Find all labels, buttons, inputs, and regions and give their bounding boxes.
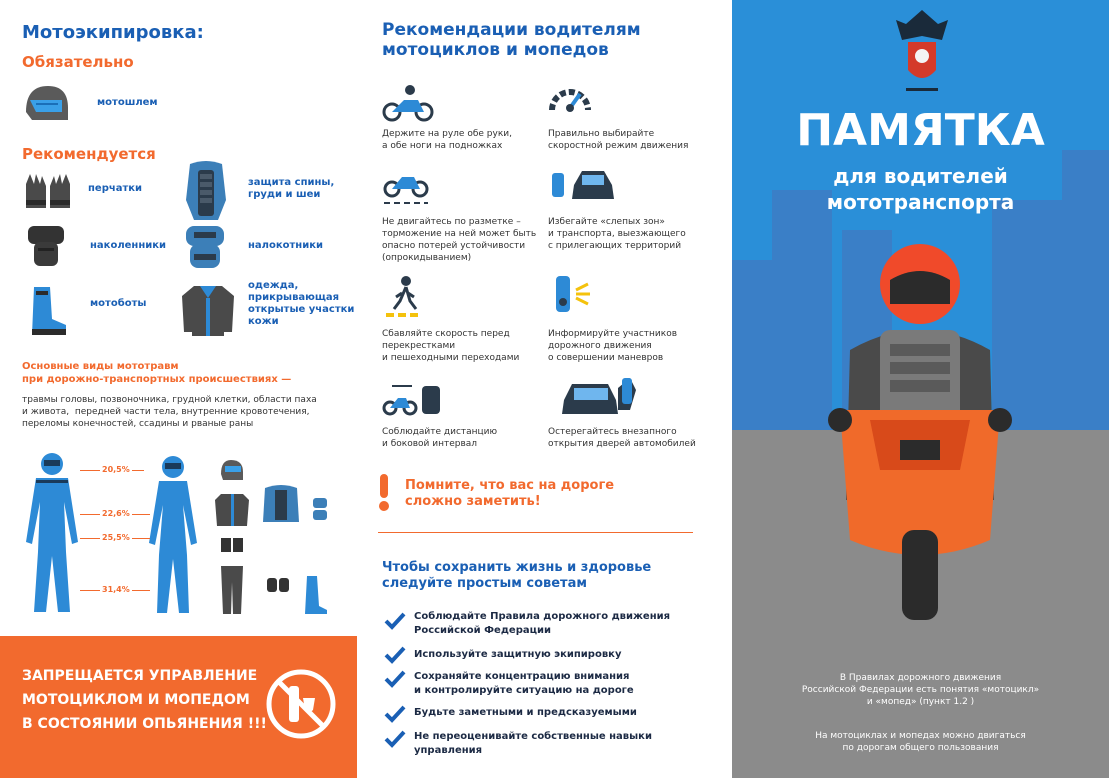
tip-2: Используйте защитную экипировку (414, 649, 622, 660)
check-icon (384, 730, 406, 748)
pedestrian-crossing-icon (382, 275, 426, 319)
male-rider-figure (22, 452, 82, 620)
cover-note-2: На мотоциклах и мопедах можно двигаться по дорогам общего пользования (815, 731, 1026, 753)
cover-subtitle: для водителей мототранспорта (826, 164, 1015, 214)
boots-label: мотоботы (90, 298, 147, 309)
check-icon (384, 646, 406, 664)
rec-speed: Правильно выбирайте скоростной режим движения (548, 129, 689, 151)
warning-text: Помните, что вас на дороге сложно заметить! (405, 478, 615, 509)
rec-hands: Держите на руле обе руки, а обе ноги на подножках (382, 129, 512, 151)
recommendations-title: Рекомендации водителям мотоциклов и мопедов (382, 20, 641, 60)
rec-crossings: Сбавляйте скорость перед перекрестками и пешеходными переходами (382, 329, 520, 363)
rider-marking-icon (382, 165, 430, 207)
gloves-label: перчатки (88, 183, 143, 194)
divider (378, 532, 693, 533)
elbow-pads-label: налокотники (248, 240, 324, 251)
cover-title: ПАМЯТКА (796, 105, 1045, 156)
check-icon (384, 705, 406, 723)
percent-legs: 31,4% (102, 585, 130, 594)
ban-text: ЗАПРЕЩАЕТСЯ УПРАВЛЕНИЕ МОТОЦИКЛОМ И МОПЕДОМ В СОСТОЯНИИ ОПЬЯНЕНИЯ !!! (22, 668, 267, 732)
rec-marking: Не двигайтесь по разметке – торможение на ней может быть опасно потерей устойчивости (опрокидыванием) (382, 217, 537, 263)
percent-arms: 25,5% (102, 533, 130, 542)
recommended-heading: Рекомендуется (22, 145, 156, 163)
signal-icon (548, 272, 592, 316)
female-rider-figure (145, 455, 201, 620)
check-icon (384, 670, 406, 688)
jacket-icon (180, 282, 236, 338)
knee-pads-icon (22, 222, 70, 270)
required-heading: Обязательно (22, 53, 134, 71)
cover-panel (732, 0, 1109, 778)
back-protector-label: защита спины, груди и шеи (248, 177, 335, 200)
boots-icon (24, 285, 70, 337)
back-protector-icon (180, 160, 232, 222)
no-alcohol-icon (265, 668, 337, 740)
tip-4: Будьте заметными и предсказуемыми (414, 707, 637, 718)
rec-signals: Информируйте участников дорожного движения о совершении маневров (548, 329, 678, 363)
blind-spot-icon (548, 165, 618, 205)
percent-torso: 22,6% (102, 509, 130, 518)
gloves-icon (22, 170, 74, 210)
motorcyclist-illustration (810, 240, 1030, 620)
injuries-text: травмы головы, позвоночника, грудной клетки, области паха и живота, передней части тела, внутренние кровотечения, переломы конечностей, ссадины и рваные раны (22, 395, 317, 429)
injuries-heading-2: при дорожно-транспортных происшествиях — (22, 374, 292, 385)
drunk-driving-ban-box (0, 636, 357, 778)
exclamation-icon (378, 474, 390, 512)
elbow-pads-icon (180, 222, 230, 272)
clothing-label: одежда, прикрывающая открытые участки кожи (248, 280, 355, 327)
police-emblem (892, 6, 952, 96)
gear-title: Мотоэкипировка: (22, 22, 204, 43)
tip-5: Не переоценивайте собственные навыки управления (414, 731, 652, 756)
tip-1: Соблюдайте Правила дорожного движения Российской Федерации (414, 611, 671, 636)
percent-head: 20,5% (102, 465, 130, 474)
distance-icon (382, 380, 442, 416)
rec-distance: Соблюдайте дистанцию и боковой интервал (382, 427, 498, 449)
cover-note-1: В Правилах дорожного движения Российской Федерации есть понятия «мотоцикл» и «мопед» (пункт 1.2 ) (801, 673, 1040, 707)
helmet-label: мотошлем (97, 97, 158, 108)
rider-hands-icon (382, 82, 434, 122)
rec-doors: Остерегайтесь внезапного открытия дверей автомобилей (548, 427, 696, 449)
helmet-icon (22, 82, 72, 126)
knee-pads-label: наколенники (90, 240, 167, 251)
tip-3: Сохраняйте концентрацию внимания и контролируйте ситуацию на дороге (414, 671, 634, 696)
speedometer-icon (548, 78, 592, 118)
injuries-heading-1: Основные виды мототравм (22, 361, 179, 372)
gear-set-illustration (215, 458, 335, 618)
tips-heading: Чтобы сохранить жизнь и здоровье следуйте простым советам (382, 560, 652, 591)
rec-blind-spots: Избегайте «слепых зон» и транспорта, выезжающего с прилегающих территорий (548, 217, 686, 251)
car-door-icon (560, 370, 640, 420)
check-icon (384, 612, 406, 630)
